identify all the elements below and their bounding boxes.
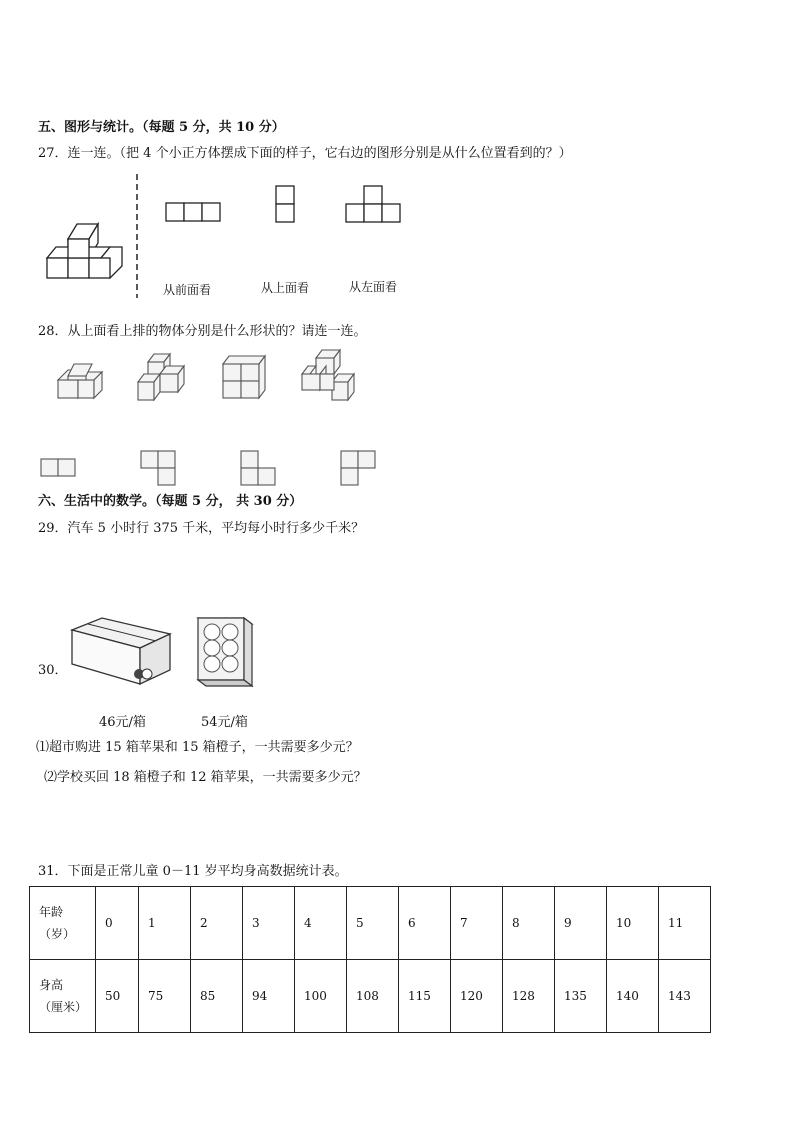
age-cell: 3 — [243, 887, 295, 960]
apple-price: 46元/箱 — [99, 715, 146, 730]
height-cell: 115 — [399, 960, 451, 1033]
height-cell: 135 — [555, 960, 607, 1033]
question-27-text: 27．连一连。（把 4 个小正方体摆成下面的样子，它右边的图形分别是从什么位置看到的？） — [38, 146, 572, 161]
age-cell: 10 — [607, 887, 659, 960]
q28-top-view-2 — [140, 450, 178, 486]
question-29-text: 29．汽车 5 小时行 375 千米，平均每小时行多少千米？ — [38, 521, 365, 536]
height-header-cell: 身高 （厘米） — [30, 960, 96, 1033]
q28-object-4 — [300, 348, 356, 404]
question-30-part-1: ⑴超市购进 15 箱苹果和 15 箱橙子，一共需要多少元？ — [36, 740, 359, 755]
age-cell: 4 — [295, 887, 347, 960]
q28-object-1 — [56, 360, 104, 400]
height-cell: 100 — [295, 960, 347, 1033]
height-row — [30, 960, 711, 1033]
q28-object-2 — [136, 352, 188, 404]
orange-box-icon — [196, 614, 256, 688]
height-cell: 85 — [191, 960, 243, 1033]
q27-view-three-horizontal — [165, 202, 223, 224]
height-cell: 120 — [451, 960, 503, 1033]
height-cell: 94 — [243, 960, 295, 1033]
height-statistics-table — [29, 886, 711, 1033]
question-30-number: 30． — [38, 663, 68, 678]
height-cell: 108 — [347, 960, 399, 1033]
age-cell: 5 — [347, 887, 399, 960]
question-28-text: 28．从上面看上排的物体分别是什么形状的？请连一连。 — [38, 324, 367, 339]
orange-price: 54元/箱 — [201, 715, 248, 730]
age-header-cell: 年龄 （岁） — [30, 887, 96, 960]
age-row — [30, 887, 711, 960]
age-cell: 0 — [96, 887, 139, 960]
height-cell: 143 — [659, 960, 711, 1033]
q27-view-label-front: 从前面看 — [163, 283, 212, 297]
apple-box-icon — [68, 616, 174, 688]
q28-top-view-3 — [240, 450, 278, 486]
age-cell: 9 — [555, 887, 607, 960]
question-30-part-2: ⑵学校买回 18 箱橙子和 12 箱苹果，一共需要多少元？ — [44, 770, 367, 785]
q27-view-label-left: 从左面看 — [349, 280, 398, 294]
age-cell: 11 — [659, 887, 711, 960]
section-six-title: 六、生活中的数学。（每题 5 分， 共 30 分） — [38, 494, 303, 509]
q28-object-3 — [220, 354, 270, 402]
age-cell: 1 — [139, 887, 191, 960]
age-cell: 7 — [451, 887, 503, 960]
question-31-text: 31．下面是正常儿童 0－11 岁平均身高数据统计表。 — [38, 864, 348, 879]
height-cell: 50 — [96, 960, 139, 1033]
age-cell: 8 — [503, 887, 555, 960]
height-cell: 75 — [139, 960, 191, 1033]
height-cell: 128 — [503, 960, 555, 1033]
q27-dashed-divider — [134, 174, 140, 298]
q27-cube-stack-figure — [44, 220, 126, 282]
q28-top-view-1 — [40, 458, 78, 478]
q27-view-inverted-t — [345, 185, 403, 225]
q28-top-view-4 — [340, 450, 378, 486]
age-cell: 2 — [191, 887, 243, 960]
q27-view-label-top: 从上面看 — [261, 281, 310, 295]
section-five-title: 五、图形与统计。（每题 5 分，共 10 分） — [38, 120, 285, 135]
age-cell: 6 — [399, 887, 451, 960]
height-cell: 140 — [607, 960, 659, 1033]
q27-view-two-vertical — [275, 185, 297, 225]
